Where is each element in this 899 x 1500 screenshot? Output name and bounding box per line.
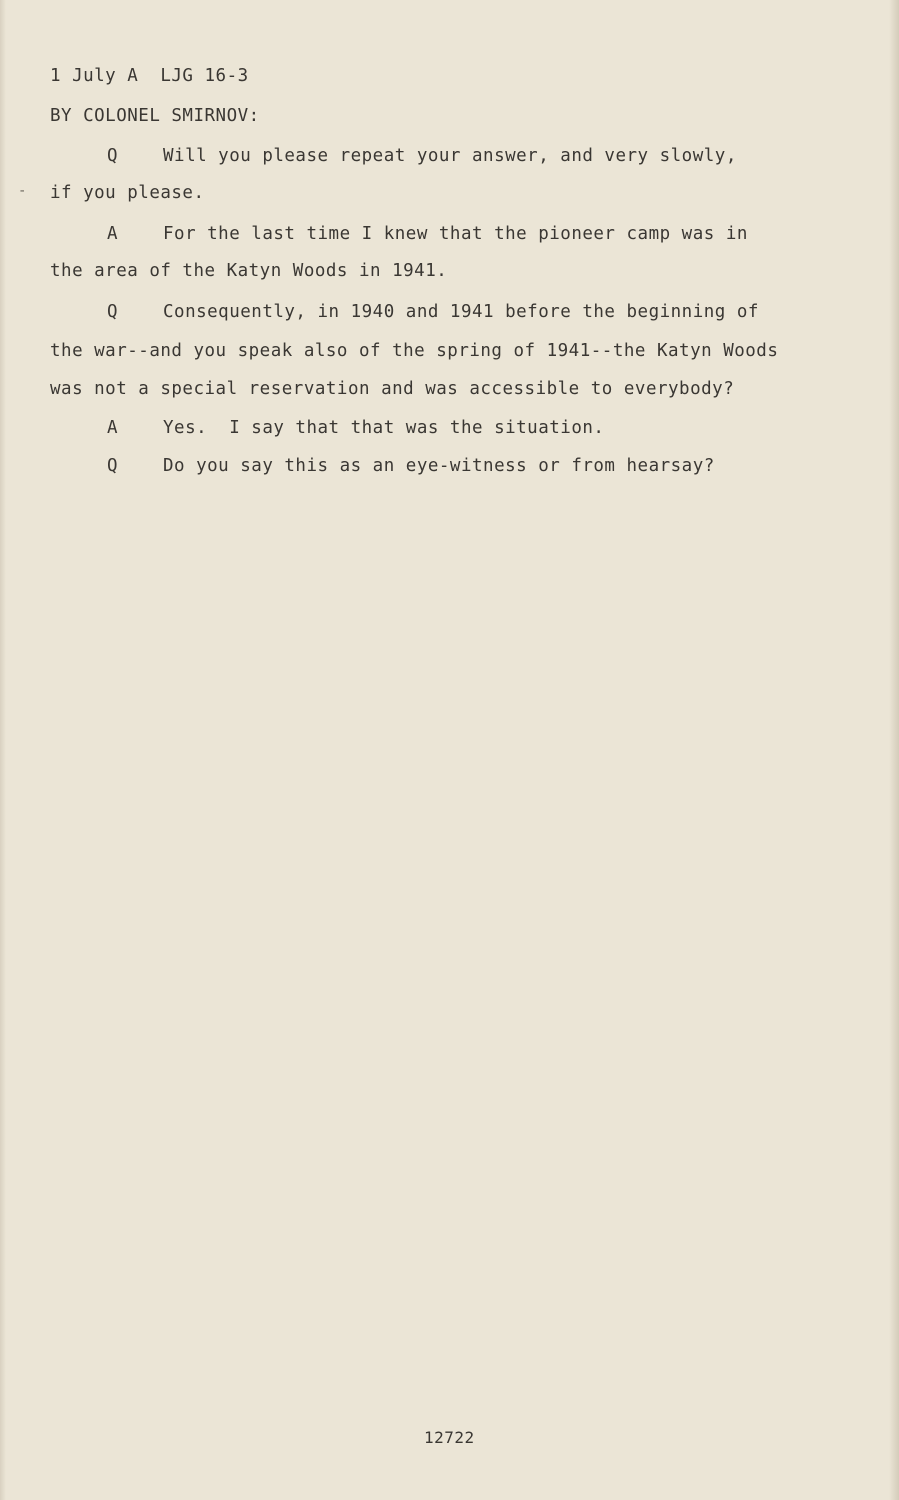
speaker-label-a: A bbox=[107, 418, 118, 438]
question-text: Will you please repeat your answer, and very slowly, bbox=[163, 146, 737, 166]
answer-text: For the last time I knew that the pioneer camp was in bbox=[163, 224, 748, 244]
page-left-edge bbox=[0, 0, 6, 1500]
speaker-label-q: Q bbox=[107, 302, 118, 322]
transcript-header: 1 July A LJG 16-3 bbox=[50, 66, 249, 86]
question-text: Do you say this as an eye-witness or from hearsay? bbox=[163, 456, 715, 476]
question-text: Consequently, in 1940 and 1941 before the beginning of bbox=[163, 302, 759, 322]
question-continuation: was not a special reservation and was accessible to everybody? bbox=[50, 379, 735, 399]
page-number: 12722 bbox=[424, 1428, 475, 1447]
answer-text: Yes. I say that that was the situation. bbox=[163, 418, 605, 438]
question-continuation: if you please. bbox=[50, 183, 205, 203]
margin-mark: - bbox=[18, 183, 27, 199]
speaker-label-q: Q bbox=[107, 456, 118, 476]
examiner-heading: BY COLONEL SMIRNOV: bbox=[50, 106, 260, 126]
page-right-edge bbox=[889, 0, 899, 1500]
speaker-label-q: Q bbox=[107, 146, 118, 166]
speaker-label-a: A bbox=[107, 224, 118, 244]
question-continuation: the war--and you speak also of the spring of 1941--the Katyn Woods bbox=[50, 341, 779, 361]
answer-continuation: the area of the Katyn Woods in 1941. bbox=[50, 261, 448, 281]
